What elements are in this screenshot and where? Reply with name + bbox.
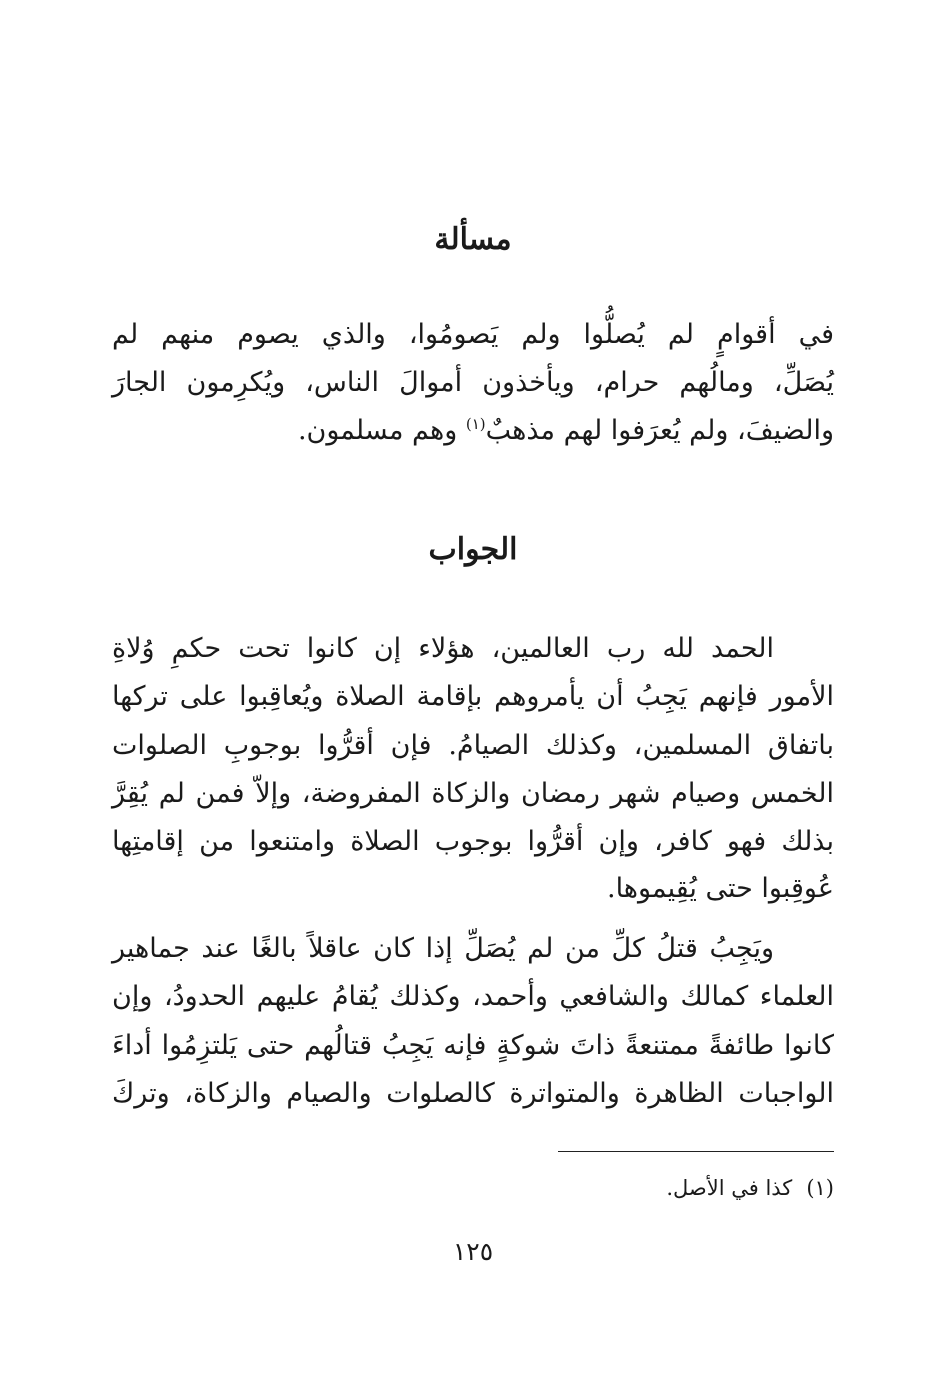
- answer-p1-line-4: الخمس وصيام شهر رمضان والزكاة المفروضة، وإلاّ فمن لم يُقِرَّ: [112, 778, 834, 809]
- answer-p1-line-2: الأمور فإنهم يَجِبُ أن يأمروهم بإقامة الصلاة ويُعاقِبوا على تركها: [112, 681, 834, 712]
- question-line-3: [112, 406, 834, 456]
- answer-p1-line-5: بذلك فهو كافر، وإن أقرُّوا بوجوب الصلاة وامتنعوا من إقامتِها: [112, 826, 834, 857]
- footnote-divider: [558, 1151, 834, 1152]
- footnote-number: (١): [806, 1176, 834, 1200]
- footnote: [666, 1170, 834, 1206]
- question-line-2: يُصَلِّ، ومالُهم حرام، ويأخذون أموالَ الناس، ويُكرِمون الجارَ: [112, 367, 834, 398]
- question-heading: مسألة: [434, 222, 512, 257]
- answer-p2-line-2: العلماء كمالك والشافعي وأحمد، وكذلك يُقامُ عليهم الحدودُ، وإن: [112, 981, 834, 1012]
- question-line-3-end: وهم مسلمون.: [297, 415, 466, 446]
- answer-p1-line-3: باتفاق المسلمين، وكذلك الصيامُ. فإن أقرُّوا بوجوبِ الصلوات: [112, 730, 834, 761]
- question-line-1: في أقوامٍ لم يُصلُّوا ولم يَصومُوا، والذي يصوم منهم لم: [112, 319, 834, 350]
- question-line-3-text: والضيفَ، ولم يُعرَفوا لهم مذهبٌ: [485, 415, 834, 446]
- footnote-text: كذا في الأصل.: [666, 1176, 793, 1200]
- answer-p2-line-1: ويَجِبُ قتلُ كلِّ من لم يُصَلِّ إذا كان عاقلاً بالغًا عند جماهير: [112, 933, 774, 964]
- footnote-reference: (١): [465, 415, 486, 433]
- answer-p1-line-1: الحمد لله رب العالمين، هؤلاء إن كانوا تحت حكمِ وُلاةِ: [112, 633, 774, 664]
- answer-p2-line-4: الواجبات الظاهرة والمتواترة كالصلوات والصيام والزكاة، وتركَ: [112, 1078, 834, 1109]
- answer-p1-line-6: عُوقِبوا حتى يُقِيموها.: [607, 873, 834, 904]
- answer-heading: الجواب: [428, 532, 518, 567]
- page-number: ١٢٥: [452, 1237, 494, 1266]
- answer-p2-line-3: كانوا طائفةً ممتنعةً ذاتَ شوكةٍ فإنه يَجِبُ قتالُهم حتى يَلتزِمُوا أداءَ: [112, 1030, 834, 1061]
